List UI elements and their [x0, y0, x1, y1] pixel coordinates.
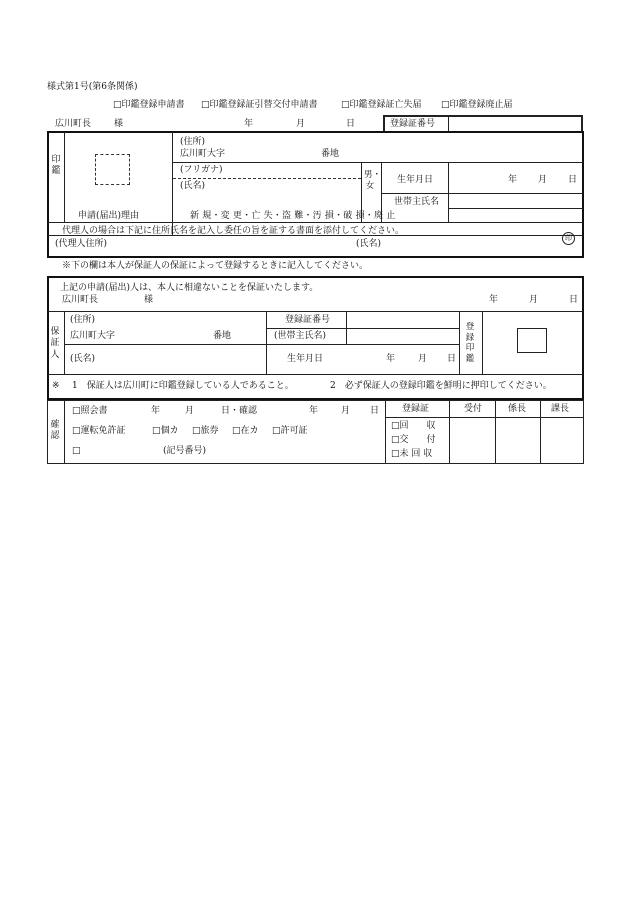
check-license[interactable]: □運転免許証 [72, 426, 126, 436]
agent-name-label: (氏名) [356, 239, 382, 249]
check-mynumber[interactable]: □個カ [152, 426, 179, 436]
guarantor-year: 年 [489, 295, 499, 305]
guarantor-note: ※下の欄は本人が保証人の保証によって登録するときに記入してください。 [62, 261, 369, 271]
guarantor-town-head: 広川町長 [62, 295, 99, 305]
guarantor-seal-area[interactable] [517, 328, 547, 353]
guarantor-cert-field[interactable] [348, 314, 456, 326]
guarantor-name-label: (氏名) [70, 354, 96, 364]
guarantor-honorific: 様 [144, 295, 154, 305]
check-passport[interactable]: □旅券 [192, 426, 219, 436]
form-type-cert-reissue: □印鑑登録証引替交付申請書 [201, 100, 318, 110]
guarantor-birth-label: 生年月日 [287, 354, 324, 364]
cert-issued[interactable]: □交 付 [391, 435, 436, 445]
cert-number-field[interactable] [450, 117, 580, 131]
kacho-header: 課長 [551, 404, 570, 414]
guarantor-household-label: (世帯主氏名) [274, 331, 327, 341]
gender-label[interactable]: 男・女 [364, 170, 382, 191]
kakunin-month: 月 [341, 406, 351, 416]
confirm-label: 確認 [50, 420, 60, 442]
kakunin-year: 年 [309, 406, 319, 416]
birth-year: 年 [508, 175, 518, 185]
guarantor-cert-label: 登録証番号 [285, 315, 331, 325]
uketsuke-stamp[interactable] [451, 419, 493, 461]
form-type-seal-registration: □印鑑登録申請書 [113, 100, 185, 110]
guarantor-notes-mark: ※ [52, 381, 60, 391]
guarantor-birth-day: 日 [447, 354, 457, 364]
guarantor-address-field[interactable] [122, 330, 208, 341]
reason-label: 申請(届出)理由 [78, 211, 140, 221]
seal-mark: 印 [562, 232, 575, 245]
banchi-label: 番地 [321, 149, 340, 159]
household-label: 世帯主氏名 [394, 197, 440, 207]
guarantor-day: 日 [569, 295, 579, 305]
shokai-check[interactable]: □照会書 [72, 406, 108, 416]
guarantor-seal-label: 登録印鑑 [465, 322, 475, 364]
address-value: 広川町大字 [180, 149, 226, 159]
guarantor-address-value: 広川町大字 [70, 331, 116, 341]
name-field[interactable] [215, 180, 355, 210]
reason-options[interactable]: 新 規・変 更・亡 失・盗 難・汚 損・破 損・廃 止 [190, 211, 396, 221]
address-field[interactable] [235, 148, 317, 159]
date-day: 日 [346, 119, 356, 129]
guarantor-note-1: 1 保証人は広川町に印鑑登録している人であること。 [72, 381, 294, 391]
kakunin-day: 日 [370, 406, 380, 416]
birth-month: 月 [538, 175, 548, 185]
check-other[interactable]: □ [72, 446, 81, 456]
guarantor-birth-month: 月 [418, 354, 428, 364]
uketsuke-header: 受付 [464, 404, 483, 414]
guarantor-household-field[interactable] [348, 330, 456, 342]
date-month: 月 [296, 119, 306, 129]
kakunin-label: 日・確認 [221, 406, 258, 416]
guarantor-name-field[interactable] [108, 350, 258, 368]
kacho-stamp[interactable] [542, 419, 582, 461]
guarantor-note-2: 2 必ず保証人の登録印鑑を鮮明に押印してください。 [330, 381, 552, 391]
seal-stamp-area[interactable] [95, 154, 130, 185]
guarantor-address-label: (住所) [70, 315, 96, 325]
shokai-month: 月 [185, 406, 195, 416]
town-head: 広川町長 [55, 119, 92, 129]
kigo-label: (記号番号) [163, 446, 207, 456]
form-number: 様式第1号(第6条関係) [47, 82, 138, 92]
household-field[interactable] [450, 195, 580, 207]
cert-uncollected[interactable]: □未 回 収 [391, 449, 433, 459]
birth-label: 生年月日 [397, 175, 434, 185]
cert-collected[interactable]: □回 収 [391, 421, 436, 431]
kakaricho-stamp[interactable] [497, 419, 538, 461]
guarantor-birth-year: 年 [386, 354, 396, 364]
seal-label: 印鑑 [51, 155, 61, 177]
birth-day: 日 [568, 175, 578, 185]
address-label: (住所) [180, 137, 206, 147]
shokai-year: 年 [151, 406, 161, 416]
furigana-label: (フリガナ) [180, 165, 223, 175]
agent-address-label: (代理人住所) [55, 239, 108, 249]
agent-note: 代理人の場合は下記に住所氏名を記入し委任の旨を証する書面を添付してください。 [62, 226, 405, 236]
form-type-abolition: □印鑑登録廃止届 [441, 100, 513, 110]
guarantor-month: 月 [529, 295, 539, 305]
check-permit[interactable]: □許可証 [272, 426, 308, 436]
name-label: (氏名) [180, 181, 206, 191]
date-year: 年 [244, 119, 254, 129]
cert-number-label: 登録証番号 [390, 119, 436, 129]
guarantor-banchi: 番地 [213, 331, 232, 341]
guarantor-statement: 上記の申請(届出)人は、本人に相違ないことを保証いたします。 [60, 283, 319, 293]
kakaricho-header: 係長 [508, 404, 527, 414]
form-type-cert-loss: □印鑑登録証亡失届 [341, 100, 422, 110]
honorific: 様 [114, 119, 124, 129]
guarantor-label: 保証人 [50, 327, 60, 360]
check-residence-card[interactable]: □在カ [232, 426, 259, 436]
cert-header: 登録証 [402, 404, 430, 414]
